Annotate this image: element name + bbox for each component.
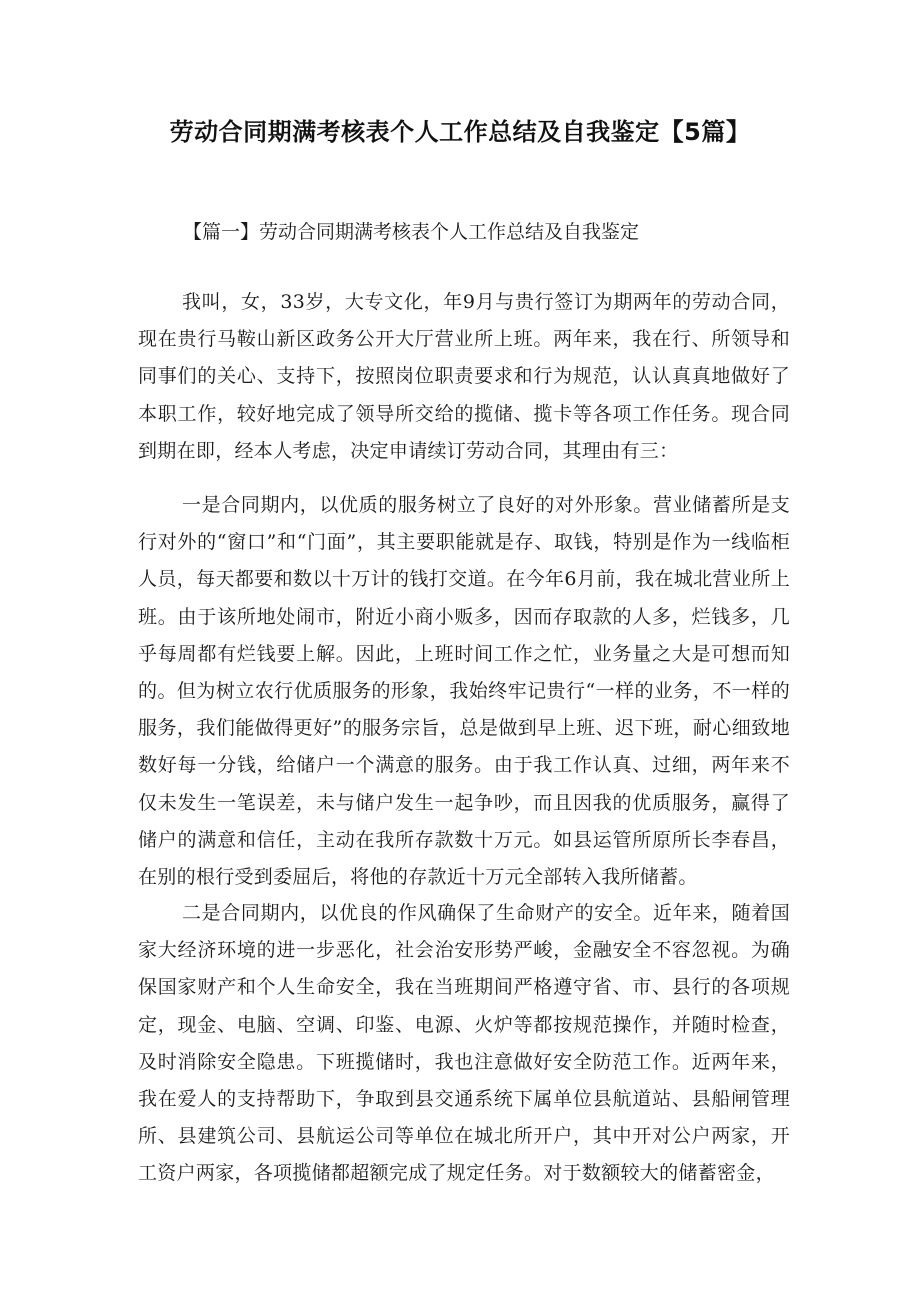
body-paragraph: 我叫，女，33岁，大专文化，年9月与贵行签订为期两年的劳动合同，现在贵行马鞍山新区政务公开大厅营业所上班。两年来，我在行、所领导和同事们的关心、支持下，按照岗位职责要求和行为规范，认认真真地做好了本职工作，较好地完成了领导所交给的揽储、揽卡等各项工作任务。现合同到期在即，经本人考虑，决定申请续订劳动合同，其理由有三： <box>138 291 790 462</box>
section-heading: 【篇一】劳动合同期满考核表个人工作总结及自我鉴定 <box>183 221 640 243</box>
body-paragraph: 二是合同期内，以优良的作风确保了生命财产的安全。近年来，随着国家大经济环境的进一步恶化，社会治安形势严峻，金融安全不容忽视。为确保国家财产和个人生命安全，我在当班期间严格遵守省、市、县行的各项规定，现金、电脑、空调、印鉴、电源、火炉等都按规范操作，并随时检查，及时消除安全隐患。下班揽储时，我也注意做好安全防范工作。近两年来，我在爱人的支持帮助下，争取到县交通系统下属单位县航道站、县船闸管理所、县建筑公司、县航运公司等单位在城北所开户，其中开对公户两家，开工资户两家，各项揽储都超额完成了规定任务。对于数额较大的储蓄密金， <box>138 902 790 1185</box>
document-title: 劳动合同期满考核表个人工作总结及自我鉴定【5篇】 <box>169 118 751 146</box>
body-paragraph: 一是合同期内，以优质的服务树立了良好的对外形象。营业储蓄所是支行对外的“窗口”和“门面”，其主要职能就是存、取钱，特别是作为一线临柜人员，每天都要和数以十万计的钱打交道。在今年6月前，我在城北营业所上班。由于该所地处闹市，附近小商小贩多，因而存取款的人多，烂钱多，几乎每周都有烂钱要上解。因此，上班时间工作之忙，业务量之大是可想而知的。但为树立农行优质服务的形象，我始终牢记贵行“一样的业务，不一样的服务，我们能做得更好”的服务宗旨，总是做到早上班、迟下班，耐心细致地数好每一分钱，给储户一个满意的服务。由于我工作认真、过细，两年来不仅未发生一笔误差，未与储户发生一起争吵，而且因我的优质服务，赢得了储户的满意和信任，主动在我所存款数十万元。如县运管所原所长李春昌，在别的根行受到委屈后，将他的存款近十万元全部转入我所储蓄。 <box>138 494 790 889</box>
